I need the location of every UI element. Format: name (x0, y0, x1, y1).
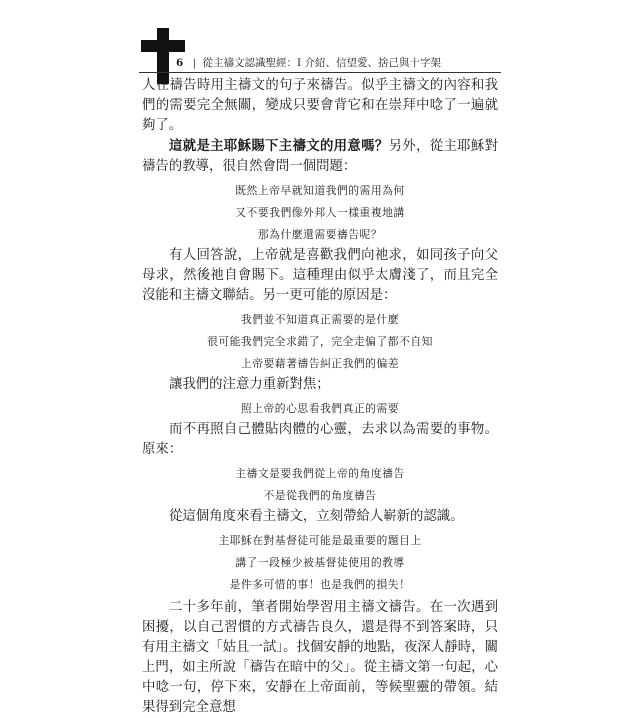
paragraph-6: 從這個角度來看主禱文，立刻帶給人嶄新的認識。 (169, 509, 464, 524)
page-number: 6 (176, 57, 184, 69)
quote-line: 很可能我們完全求錯了，完全走偏了都不自知 (207, 335, 433, 348)
header-rule (139, 72, 501, 73)
quote-line: 那為什麼還需要禱告呢？ (257, 228, 383, 241)
bold-question: 這就是主耶穌賜下主禱文的用意嗎？ (169, 138, 389, 154)
quote-line: 照上帝的心思看我們真正的需要 (240, 402, 400, 415)
paragraph-2 (142, 136, 498, 177)
paragraph-5: 而不再照自己體貼肉體的心靈，去求以為需要的事物。原來： (142, 422, 498, 457)
quote-line: 是件多可惜的事！也是我們的損失！ (229, 578, 411, 591)
running-header (176, 55, 441, 71)
quote-line: 既然上帝早就知道我們的需用為何 (235, 184, 405, 197)
quote-line: 我們並不知道真正需要的是什麼 (240, 313, 400, 326)
quote-line: 主禱文是要我們從上帝的角度禱告 (235, 467, 405, 480)
paragraph-2-rest: 另外，從主耶穌對禱告的教導，很自然會問一個問題： (142, 139, 499, 174)
quote-line: 不是從我們的角度禱告 (263, 489, 377, 502)
quote-line: 上帝要藉著禱告糾正我們的偏差 (240, 357, 400, 370)
quote-line: 講了一段極少被基督徒使用的教導 (235, 556, 405, 569)
paragraph-1: 人在禱告時用主禱文的句子來禱告。似乎主禱文的內容和我們的需要完全無關，變成只要會背它和在崇拜中唸了一遍就夠了。 (142, 78, 498, 133)
paragraph-7: 二十多年前，筆者開始學習用主禱文禱告。在一次遇到困擾，以自己習慣的方式禱告良久，還是得不到答案時，只有用主禱文「姑且一試」。找個安靜的地點，夜深人靜時，關上門，如主所說「禱告在暗中的父」。從主禱文第一句起，心中唸一句，停下來，安靜在上帝面前，等候聖靈的帶領。結果得到完全意想 (142, 600, 498, 715)
quote-line: 又不要我們像外邦人一樣重複地講 (235, 206, 405, 219)
quote-line: 主耶穌在對基督徒可能是最重要的題目上 (218, 534, 422, 547)
book-title: 從主禱文認識聖經：I 介紹、信望愛、捨己與十字架 (202, 57, 442, 69)
header-separator: | (192, 57, 197, 69)
paragraph-4: 讓我們的注意力重新對焦； (169, 377, 330, 392)
paragraph-3: 有人回答說，上帝就是喜歡我們向祂求，如同孩子向父母求，然後祂自會賜下。這種理由似乎太膚淺了，而且完全沒能和主禱文聯結。另一更可能的原因是： (142, 248, 498, 303)
page-body (142, 76, 498, 718)
